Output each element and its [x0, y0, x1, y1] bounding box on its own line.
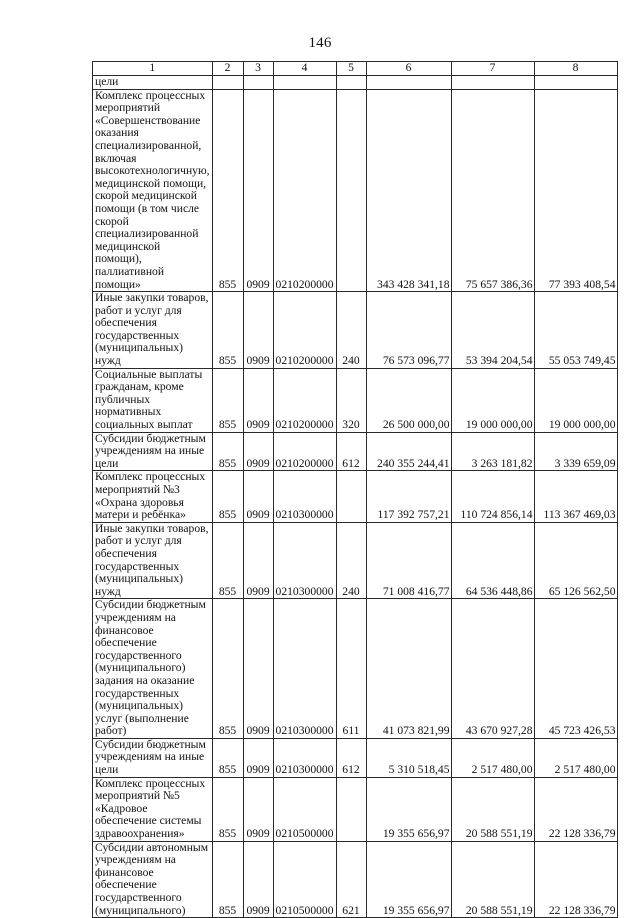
expense-type-code: 612	[336, 738, 366, 777]
budget-table	[92, 61, 618, 918]
row-name: Социальные выплаты гражданам, кроме публичных нормативных социальных выплат	[93, 368, 213, 432]
admin-code: 855	[212, 777, 243, 841]
amount-col6: 41 073 821,99	[366, 599, 451, 739]
table-row	[93, 368, 618, 432]
row-name: Комплекс процессных мероприятий №3 «Охрана здоровья матери и ребёнка»	[93, 471, 213, 522]
amount-col8: 45 723 426,53	[534, 599, 617, 739]
amount-col7: 3 263 181,82	[451, 432, 534, 471]
table-row	[93, 777, 618, 841]
amount-col6: 19 355 656,97	[366, 841, 451, 918]
table-row	[93, 738, 618, 777]
header-cell: 6	[366, 62, 451, 76]
admin-code: 855	[212, 599, 243, 739]
expense-type-code	[336, 777, 366, 841]
amount-col6: 117 392 757,21	[366, 471, 451, 522]
amount-col7: 64 536 448,86	[451, 522, 534, 599]
amount-col6: 5 310 518,45	[366, 738, 451, 777]
header-cell: 7	[451, 62, 534, 76]
section-code: 0909	[243, 368, 273, 432]
section-code: 0909	[243, 522, 273, 599]
amount-col8: 55 053 749,45	[534, 292, 617, 369]
header-cell: 8	[534, 62, 617, 76]
admin-code: 855	[212, 841, 243, 918]
amount-col7: 2 517 480,00	[451, 738, 534, 777]
amount-col6: 71 008 416,77	[366, 522, 451, 599]
admin-code: 855	[212, 432, 243, 471]
amount-col6: 240 355 244,41	[366, 432, 451, 471]
amount-col6: 26 500 000,00	[366, 368, 451, 432]
target-article-code: 0210300000	[273, 738, 336, 777]
amount-col8: 19 000 000,00	[534, 368, 617, 432]
table-row	[93, 432, 618, 471]
amount-col7: 43 670 927,28	[451, 599, 534, 739]
header-cell: 1	[93, 62, 213, 76]
target-article-code: 0210500000	[273, 841, 336, 918]
table-row	[93, 471, 618, 522]
expense-type-code	[336, 89, 366, 292]
target-article-code	[273, 76, 336, 90]
header-cell: 5	[336, 62, 366, 76]
amount-col7	[451, 76, 534, 90]
amount-col8: 3 339 659,09	[534, 432, 617, 471]
section-code: 0909	[243, 89, 273, 292]
section-code: 0909	[243, 841, 273, 918]
admin-code: 855	[212, 522, 243, 599]
table-row	[93, 76, 618, 90]
expense-type-code: 621	[336, 841, 366, 918]
amount-col8: 65 126 562,50	[534, 522, 617, 599]
table-row	[93, 841, 618, 918]
page-number: 146	[308, 35, 332, 51]
amount-col6: 19 355 656,97	[366, 777, 451, 841]
table-row	[93, 599, 618, 739]
target-article-code: 0210200000	[273, 432, 336, 471]
target-article-code: 0210300000	[273, 599, 336, 739]
amount-col8: 77 393 408,54	[534, 89, 617, 292]
table-header-row	[93, 62, 618, 76]
section-code: 0909	[243, 432, 273, 471]
amount-col6: 76 573 096,77	[366, 292, 451, 369]
admin-code: 855	[212, 738, 243, 777]
table-row	[93, 522, 618, 599]
target-article-code: 0210300000	[273, 522, 336, 599]
header-cell: 3	[243, 62, 273, 76]
amount-col8: 113 367 469,03	[534, 471, 617, 522]
amount-col8: 22 128 336,79	[534, 777, 617, 841]
row-name: Иные закупки товаров, работ и услуг для обеспечения государственных (муниципальных) нужд	[93, 522, 213, 599]
amount-col7: 20 588 551,19	[451, 841, 534, 918]
expense-type-code	[336, 471, 366, 522]
expense-type-code: 611	[336, 599, 366, 739]
row-name: Субсидии автономным учреждениям на финансовое обеспечение государственного (муниципального)	[93, 841, 213, 918]
expense-type-code: 320	[336, 368, 366, 432]
table-row	[93, 292, 618, 369]
header-cell: 2	[212, 62, 243, 76]
header-cell: 4	[273, 62, 336, 76]
amount-col6	[366, 76, 451, 90]
target-article-code: 0210200000	[273, 368, 336, 432]
section-code: 0909	[243, 599, 273, 739]
admin-code: 855	[212, 89, 243, 292]
row-name: Субсидии бюджетным учреждениям на иные цели	[93, 432, 213, 471]
section-code: 0909	[243, 471, 273, 522]
section-code: 0909	[243, 738, 273, 777]
row-name: Субсидии бюджетным учреждениям на финансовое обеспечение государственного (муниципального) задания на оказание государственных (муниципальных) услуг (выполнение работ)	[93, 599, 213, 739]
row-name: Субсидии бюджетным учреждениям на иные цели	[93, 738, 213, 777]
expense-type-code: 612	[336, 432, 366, 471]
expense-type-code	[336, 76, 366, 90]
row-name: Комплекс процессных мероприятий №5 «Кадровое обеспечение системы здравоохранения»	[93, 777, 213, 841]
target-article-code: 0210200000	[273, 292, 336, 369]
row-name: Комплекс процессных мероприятий «Совершенствование оказания специализированной, включая высокотехнологичную, медицинской помощи, скорой медицинской помощи (в том числе скорой специализированной медицинской помощи), паллиативной помощи»	[93, 89, 213, 292]
amount-col7: 110 724 856,14	[451, 471, 534, 522]
expense-type-code: 240	[336, 292, 366, 369]
amount-col7: 75 657 386,36	[451, 89, 534, 292]
amount-col7: 19 000 000,00	[451, 368, 534, 432]
admin-code: 855	[212, 471, 243, 522]
target-article-code: 0210500000	[273, 777, 336, 841]
section-code	[243, 76, 273, 90]
row-name: цели	[93, 76, 213, 90]
amount-col7: 20 588 551,19	[451, 777, 534, 841]
admin-code: 855	[212, 368, 243, 432]
amount-col6: 343 428 341,18	[366, 89, 451, 292]
row-name: Иные закупки товаров, работ и услуг для обеспечения государственных (муниципальных) нужд	[93, 292, 213, 369]
admin-code: 855	[212, 292, 243, 369]
amount-col7: 53 394 204,54	[451, 292, 534, 369]
table-row	[93, 89, 618, 292]
target-article-code: 0210200000	[273, 89, 336, 292]
section-code: 0909	[243, 292, 273, 369]
target-article-code: 0210300000	[273, 471, 336, 522]
amount-col8: 2 517 480,00	[534, 738, 617, 777]
amount-col8: 22 128 336,79	[534, 841, 617, 918]
expense-type-code: 240	[336, 522, 366, 599]
admin-code	[212, 76, 243, 90]
amount-col8	[534, 76, 617, 90]
section-code: 0909	[243, 777, 273, 841]
